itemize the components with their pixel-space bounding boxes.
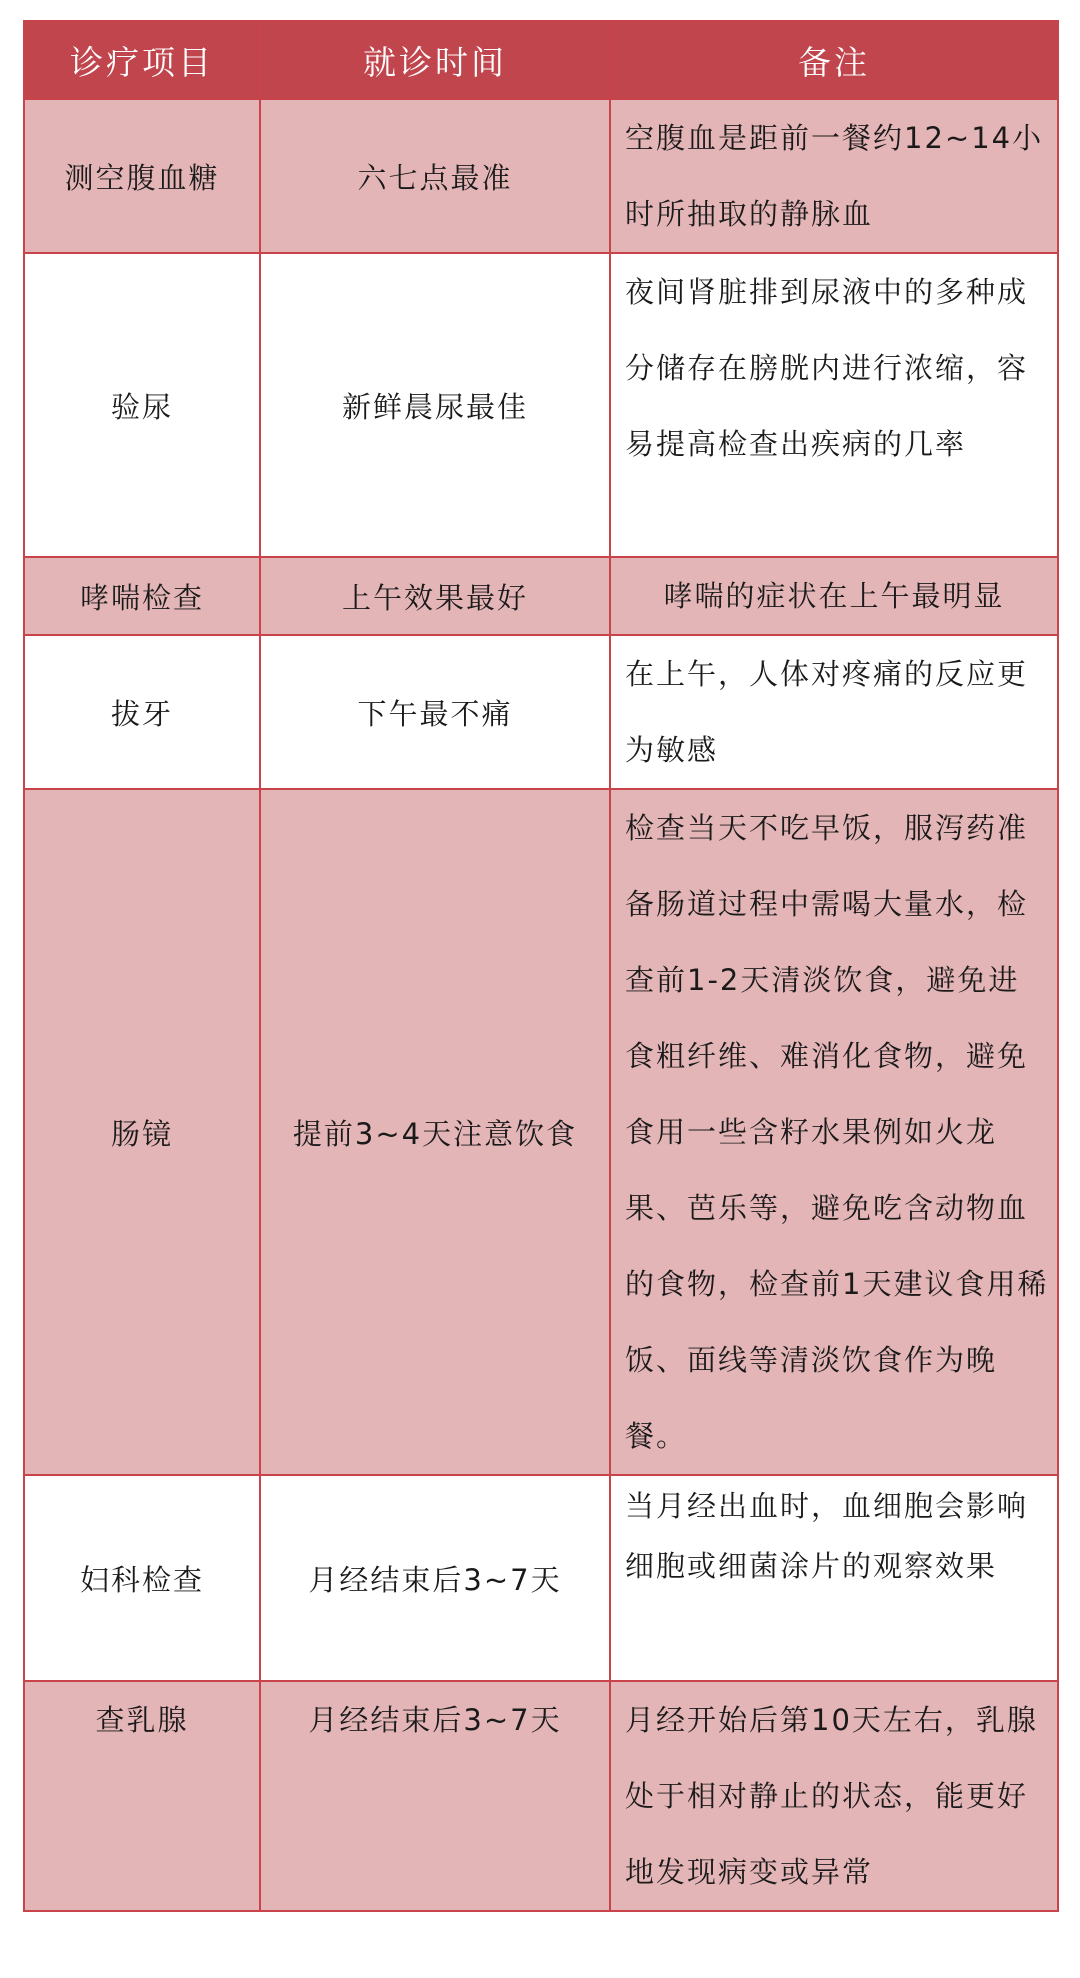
header-item: 诊疗项目 (24, 21, 260, 99)
row-note: 当月经出血时，血细胞会影响细胞或细菌涂片的观察效果 (610, 1475, 1058, 1681)
row-item: 查乳腺 (24, 1681, 260, 1911)
row-note: 哮喘的症状在上午最明显 (610, 557, 1058, 635)
medical-timing-table (23, 20, 1059, 1912)
row-time: 六七点最准 (260, 99, 610, 253)
row-item: 哮喘检查 (24, 557, 260, 635)
row-item: 妇科检查 (24, 1475, 260, 1681)
table-row (24, 789, 1058, 1475)
row-item: 验尿 (24, 253, 260, 557)
table-row (24, 99, 1058, 253)
row-time: 新鲜晨尿最佳 (260, 253, 610, 557)
row-time: 月经结束后3~7天 (260, 1681, 610, 1911)
row-item: 拔牙 (24, 635, 260, 789)
row-time: 下午最不痛 (260, 635, 610, 789)
table-row (24, 253, 1058, 557)
table-row (24, 1475, 1058, 1681)
row-time: 上午效果最好 (260, 557, 610, 635)
row-note: 空腹血是距前一餐约12~14小时所抽取的静脉血 (610, 99, 1058, 253)
table-row (24, 1681, 1058, 1911)
table-row (24, 635, 1058, 789)
row-time: 提前3~4天注意饮食 (260, 789, 610, 1475)
row-note: 检查当天不吃早饭，服泻药准备肠道过程中需喝大量水，检查前1-2天清淡饮食，避免进食粗纤维、难消化食物，避免食用一些含籽水果例如火龙果、芭乐等，避免吃含动物血的食物，检查前1天建议食用稀饭、面线等清淡饮食作为晚餐。 (610, 789, 1058, 1475)
header-time: 就诊时间 (260, 21, 610, 99)
header-note: 备注 (610, 21, 1058, 99)
row-item: 肠镜 (24, 789, 260, 1475)
row-note: 夜间肾脏排到尿液中的多种成分储存在膀胱内进行浓缩，容易提高检查出疾病的几率 (610, 253, 1058, 557)
row-note: 在上午，人体对疼痛的反应更为敏感 (610, 635, 1058, 789)
row-note: 月经开始后第10天左右，乳腺处于相对静止的状态，能更好地发现病变或异常 (610, 1681, 1058, 1911)
row-item: 测空腹血糖 (24, 99, 260, 253)
table-row (24, 557, 1058, 635)
row-time: 月经结束后3~7天 (260, 1475, 610, 1681)
header-row (24, 21, 1058, 99)
